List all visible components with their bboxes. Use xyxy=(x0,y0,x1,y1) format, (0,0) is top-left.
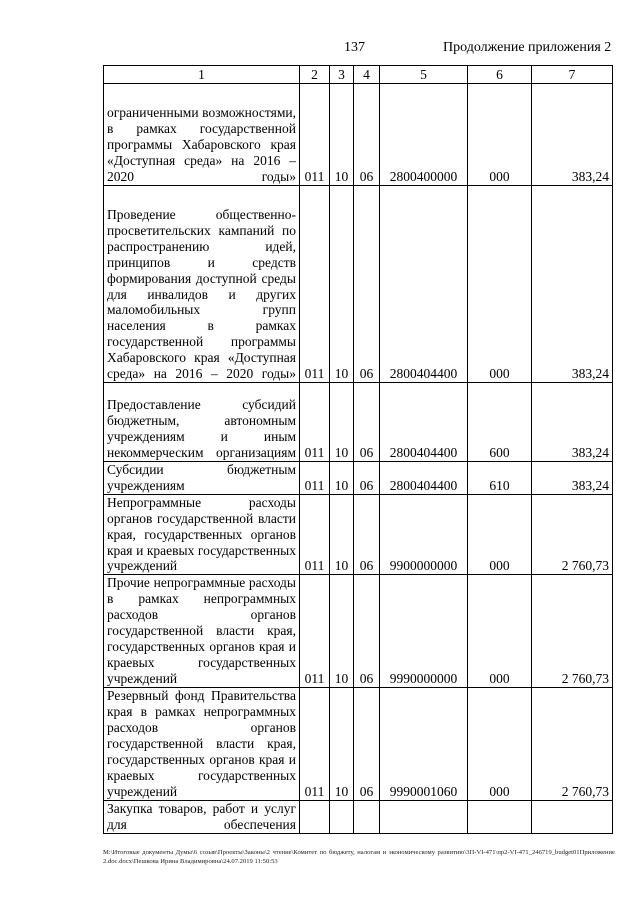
cell-target-article xyxy=(380,800,468,833)
col-header: 7 xyxy=(532,66,613,84)
table-row xyxy=(104,462,613,495)
row-description: ограниченными возможностями, в рамках государственной программы Хабаровского края «Доступная среда» на 2016 – 2020 годы» xyxy=(104,84,300,186)
cell-code-ministry xyxy=(300,800,330,833)
row-description: Прочие непрограммные расходы в рамках непрограммных расходов органов государственной власти края, государственных органов края и краевых государственных учреждений xyxy=(104,575,300,687)
cell-code-ministry: 011 xyxy=(300,494,330,575)
cell-expense-type: 000 xyxy=(468,84,532,186)
table-row xyxy=(104,186,613,383)
cell-code-ministry: 011 xyxy=(300,186,330,383)
row-description: Непрограммные расходы органов государственной власти края, государственных органов края и краевых государственных учреждений xyxy=(104,494,300,575)
cell-expense-type: 000 xyxy=(468,186,532,383)
cell-target-article: 9990000000 xyxy=(380,575,468,687)
header-row xyxy=(104,66,613,84)
col-header: 6 xyxy=(468,66,532,84)
cell-expense-type: 000 xyxy=(468,575,532,687)
cell-amount xyxy=(532,800,613,833)
table-row xyxy=(104,494,613,575)
cell-section: 10 xyxy=(330,84,354,186)
row-description: Проведение общественно-просветительских кампаний по распространению идей, принципов и средств формирования доступной среды для инвалидов и других маломобильных групп населения в рамках государственной программы Хабаровского края «Доступная среда» на 2016 – 2020 годы» xyxy=(104,186,300,383)
cell-target-article: 2800404400 xyxy=(380,186,468,383)
file-path-footer: M:\Итоговые документы Думы\6 созыв\Проекты\Законы\2 чтение\Комитет по бюджету, налогам и экономическому развитию\3П-VI-471\пр2-VI-471_246719_budget01Приложение 2.doc.docx\Пешкова Ирина Владимировна\24.07.2019 11:50:53 xyxy=(103,849,615,865)
cell-target-article: 9990001060 xyxy=(380,687,468,800)
cell-amount: 383,24 xyxy=(532,462,613,495)
cell-subsection xyxy=(354,800,380,833)
cell-subsection: 06 xyxy=(354,462,380,495)
cell-amount: 2 760,73 xyxy=(532,494,613,575)
cell-amount: 383,24 xyxy=(532,383,613,462)
cell-section: 10 xyxy=(330,462,354,495)
cell-target-article: 2800404400 xyxy=(380,462,468,495)
cell-code-ministry: 011 xyxy=(300,687,330,800)
col-header: 4 xyxy=(354,66,380,84)
cell-target-article: 2800400000 xyxy=(380,84,468,186)
cell-amount: 2 760,73 xyxy=(532,575,613,687)
row-description: Субсидии бюджетным учреждениям xyxy=(104,462,300,495)
col-header: 2 xyxy=(300,66,330,84)
cell-code-ministry: 011 xyxy=(300,575,330,687)
budget-table xyxy=(103,65,613,834)
cell-expense-type: 600 xyxy=(468,383,532,462)
cell-target-article: 2800404400 xyxy=(380,383,468,462)
cell-section: 10 xyxy=(330,186,354,383)
cell-subsection: 06 xyxy=(354,383,380,462)
col-header: 3 xyxy=(330,66,354,84)
cell-expense-type: 000 xyxy=(468,494,532,575)
cell-amount: 2 760,73 xyxy=(532,687,613,800)
table-row xyxy=(104,383,613,462)
row-description: Предоставление субсидий бюджетным, автономным учреждениям и иным некоммерческим организациям xyxy=(104,383,300,462)
table-row xyxy=(104,687,613,800)
cell-section xyxy=(330,800,354,833)
cell-amount: 383,24 xyxy=(532,84,613,186)
cell-target-article: 9900000000 xyxy=(380,494,468,575)
cell-section: 10 xyxy=(330,383,354,462)
cell-section: 10 xyxy=(330,494,354,575)
row-description: Закупка товаров, работ и услуг для обеспечения xyxy=(104,800,300,833)
cell-section: 10 xyxy=(330,575,354,687)
table-row xyxy=(104,575,613,687)
cell-code-ministry: 011 xyxy=(300,383,330,462)
cell-subsection: 06 xyxy=(354,494,380,575)
cell-code-ministry: 011 xyxy=(300,84,330,186)
col-header: 1 xyxy=(104,66,300,84)
cell-amount: 383,24 xyxy=(532,186,613,383)
cell-subsection: 06 xyxy=(354,575,380,687)
cell-subsection: 06 xyxy=(354,84,380,186)
cell-subsection: 06 xyxy=(354,687,380,800)
cell-section: 10 xyxy=(330,687,354,800)
page-number: 137 xyxy=(344,40,365,55)
cell-expense-type: 610 xyxy=(468,462,532,495)
cell-expense-type xyxy=(468,800,532,833)
table-row xyxy=(104,800,613,833)
continuation-caption: Продолжение приложения 2 xyxy=(443,40,612,55)
col-header: 5 xyxy=(380,66,468,84)
cell-code-ministry: 011 xyxy=(300,462,330,495)
cell-expense-type: 000 xyxy=(468,687,532,800)
cell-subsection: 06 xyxy=(354,186,380,383)
row-description: Резервный фонд Правительства края в рамках непрограммных расходов органов государственной власти края, государственных органов края и краевых государственных учреждений xyxy=(104,687,300,800)
table-row xyxy=(104,84,613,186)
